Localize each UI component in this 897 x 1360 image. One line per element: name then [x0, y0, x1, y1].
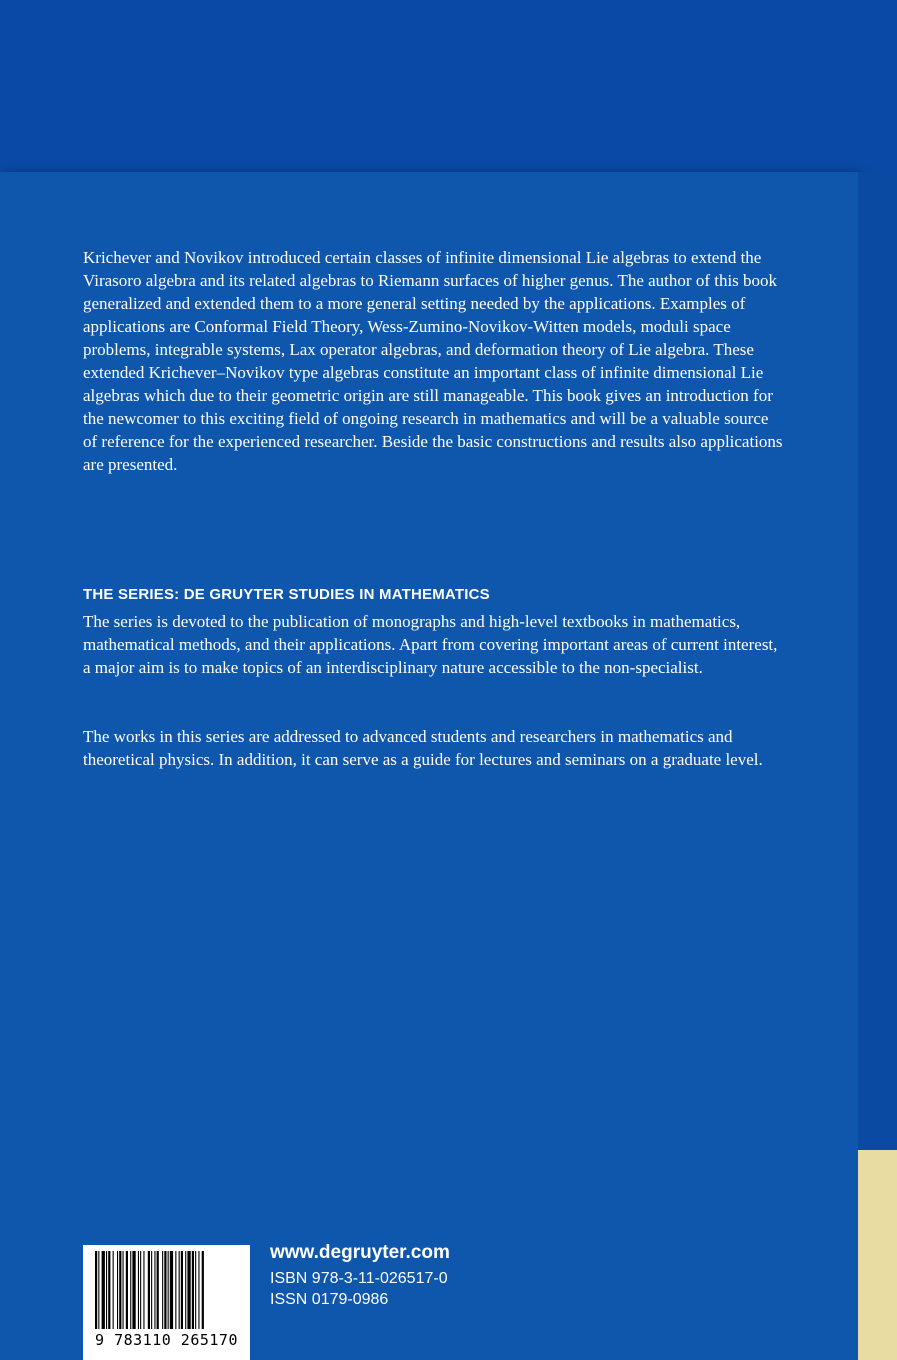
spine-accent-bar	[858, 1150, 897, 1360]
barcode-bars-icon	[93, 1251, 240, 1331]
series-audience: The works in this series are addressed to advanced students and researchers in mathematics and theoretical physics. In addition, it can serve as a guide for lectures and seminars on a graduate level.	[83, 727, 763, 769]
series-heading: THE SERIES: DE GRUYTER STUDIES IN MATHEMATICS	[83, 586, 490, 603]
series-description: The series is devoted to the publication of monographs and high-level textbooks in mathematics, mathematical methods, and their applications. Apart from covering important areas of current interest, a major aim is to make topics of an interdisciplinary nature accessible to the non-specialist.	[83, 612, 778, 677]
barcode-digits: 9 783110 265170	[95, 1331, 238, 1349]
book-description: Krichever and Novikov introduced certain classes of infinite dimensional Lie algebras to extend the Virasoro algebra and its related algebras to Riemann surfaces of higher genus. The author of this book generalized and extended them to a more general setting needed by the applications. Examples of applications are Conformal Field Theory, Wess-Zumino-Novikov-Witten models, moduli space problems, integrable systems, Lax operator algebras, and deformation theory of Lie algebra. These extended Krichever–Novikov type algebras constitute an important class of infinite dimensional Lie algebras which due to their geometric origin are still manageable. This book gives an introduction for the newcomer to this exciting field of ongoing research in mathematics and will be a valuable source of reference for the experienced researcher. Beside the basic constructions and results also applications are presented.	[83, 248, 783, 474]
issn: ISSN 0179-0986	[270, 1291, 389, 1308]
barcode	[83, 1245, 250, 1360]
publisher-url[interactable]: www.degruyter.com	[270, 1242, 450, 1263]
top-band	[0, 0, 897, 172]
isbn: ISBN 978-3-11-026517-0	[270, 1270, 448, 1287]
